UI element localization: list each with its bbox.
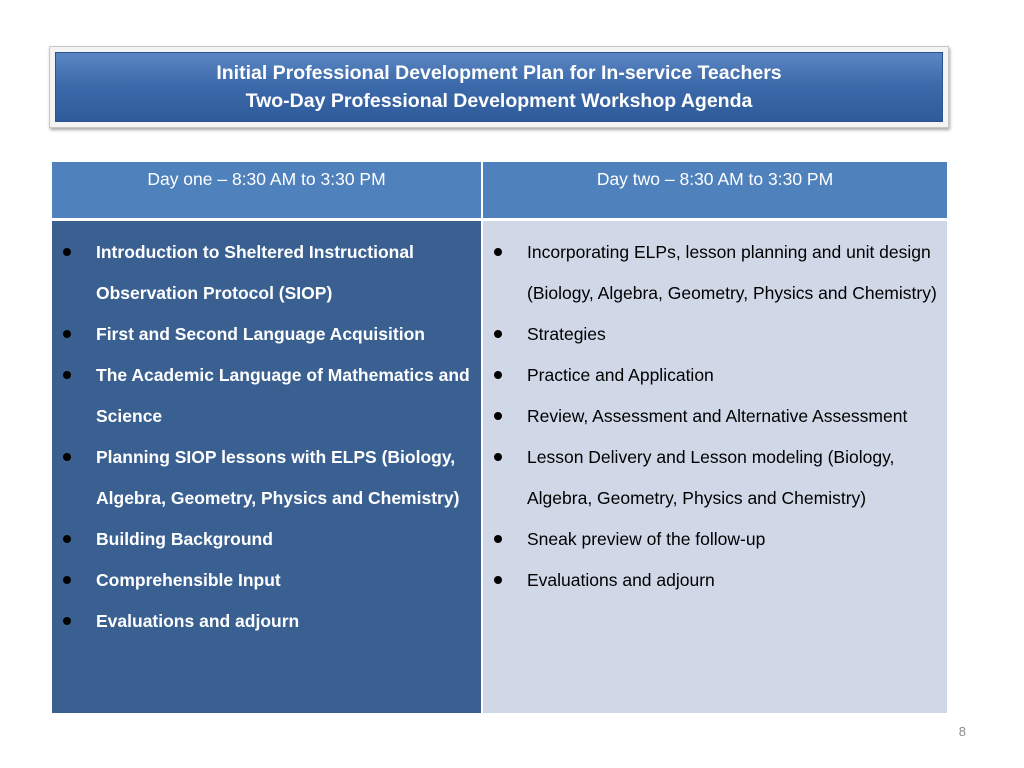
list-item-text: Building Background [96,528,273,549]
list-item-text: Lesson Delivery and Lesson modeling (Biology, Algebra, Geometry, Physics and Chemistry) [527,446,895,508]
title-box [55,52,943,122]
bullet-icon [494,248,502,256]
bullet-icon [63,371,71,379]
list-item [491,232,941,314]
bullet-icon [494,535,502,543]
list-item [60,560,475,601]
bullet-icon [63,330,71,338]
list-item [60,355,475,437]
bullet-icon [63,248,71,256]
list-item [60,601,475,642]
day-two-cell [482,219,947,713]
list-item-text: Practice and Application [527,364,714,385]
list-item [60,519,475,560]
bullet-icon [494,453,502,461]
bullet-icon [63,617,71,625]
list-item-text: Evaluations and adjourn [527,569,715,590]
list-item-text: Review, Assessment and Alternative Assessment [527,405,908,426]
list-item-text: Strategies [527,323,606,344]
page-number: 8 [958,724,966,739]
day-two-list [491,232,941,601]
list-item-text: Evaluations and adjourn [96,610,300,631]
list-item-text: Introduction to Sheltered Instructional Observation Protocol (SIOP) [96,241,414,303]
list-item [491,560,941,601]
bullet-icon [494,412,502,420]
title-line-2: Two-Day Professional Development Workshop Agenda [245,90,753,112]
list-item-text: The Academic Language of Mathematics and Science [96,364,470,426]
title-line-1: Initial Professional Development Plan for In-service Teachers [216,62,782,84]
list-item-text: Comprehensible Input [96,569,281,590]
list-item-text: First and Second Language Acquisition [96,323,425,344]
list-item [491,355,941,396]
day-two-header: Day two – 8:30 AM to 3:30 PM [482,162,947,219]
list-item [491,314,941,355]
bullet-icon [63,453,71,461]
list-item [491,437,941,519]
bullet-icon [494,371,502,379]
day-one-list [60,232,475,642]
list-item [491,519,941,560]
bullet-icon [494,330,502,338]
day-one-cell [52,219,482,713]
bullet-icon [494,576,502,584]
list-item [60,232,475,314]
day-one-header: Day one – 8:30 AM to 3:30 PM [52,162,482,219]
list-item [60,437,475,519]
list-item-text: Sneak preview of the follow-up [527,528,766,549]
agenda-header-row [52,162,947,219]
list-item-text: Incorporating ELPs, lesson planning and unit design (Biology, Algebra, Geometry, Physics and Chemistry) [527,241,937,303]
bullet-icon [63,535,71,543]
agenda-body-row [52,219,947,713]
list-item [60,314,475,355]
list-item-text: Planning SIOP lessons with ELPS (Biology, Algebra, Geometry, Physics and Chemistry) [96,446,460,508]
title-banner [49,46,949,128]
list-item [491,396,941,437]
bullet-icon [63,576,71,584]
agenda-table [52,162,947,713]
